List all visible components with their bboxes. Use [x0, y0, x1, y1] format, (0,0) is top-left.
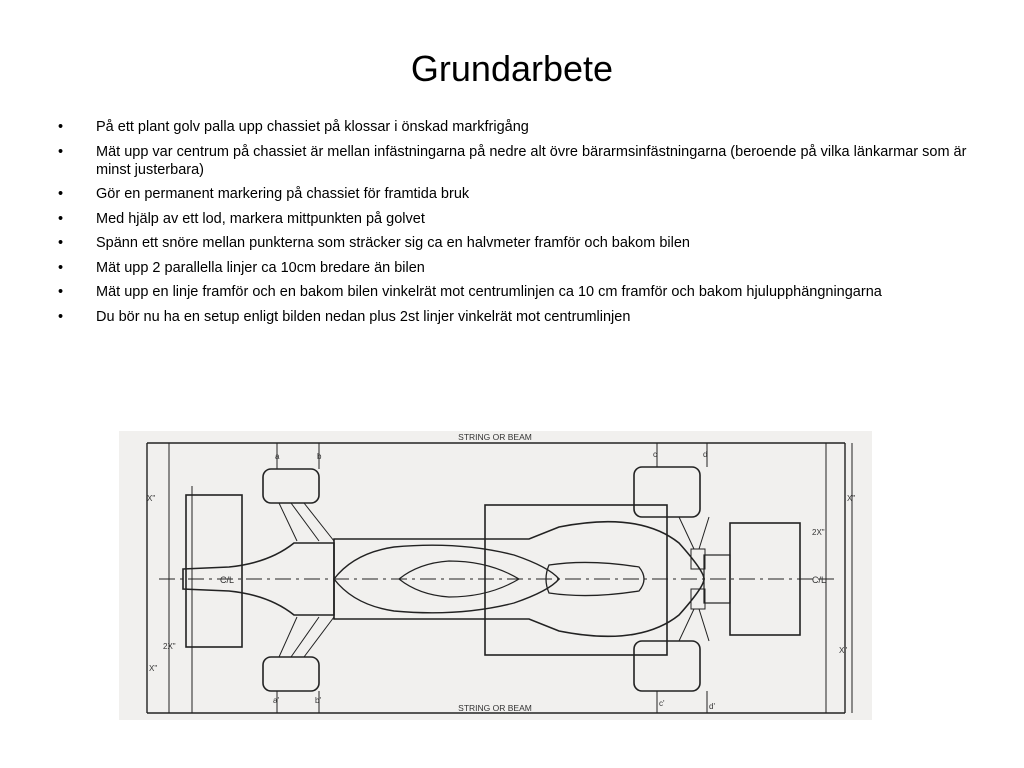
right-upper-x-label: X" — [847, 494, 856, 503]
bullet-item — [56, 283, 976, 301]
front-lower-suspension — [279, 617, 334, 657]
front-bottom-b-label: b' — [315, 696, 321, 705]
front-upper-suspension — [279, 503, 334, 541]
bullet-text: Du bör nu ha en setup enligt bilden nedan plus 2st linjer vinkelrät mot centrumlinjen — [96, 308, 631, 325]
front-wing — [186, 495, 242, 647]
centerline-label-left: C/L — [219, 575, 235, 585]
top-string-label: STRING OR BEAM — [458, 432, 532, 442]
bullet-text: Gör en permanent markering på chassiet för framtida bruk — [96, 186, 470, 202]
right-lower-x-label: X" — [839, 646, 848, 655]
bullet-text: Mät upp var centrum på chassiet är mellan infästningarna på nedre alt övre bärarmsinfästningarna (beroende på vilka länkarmar som är minst justerbara) — [96, 143, 967, 178]
diagram-drawing — [119, 431, 872, 720]
bullet-marker: • — [58, 259, 64, 276]
left-2x-label: 2X" — [163, 642, 176, 651]
rear-top-c-label: c — [653, 450, 657, 459]
bullet-item — [56, 234, 976, 252]
rear-bottom-d-label: d' — [709, 702, 715, 711]
bullet-marker: • — [58, 235, 64, 251]
bullet-marker: • — [58, 186, 64, 202]
front-top-a-label: a — [275, 452, 280, 461]
bullet-marker: • — [58, 308, 64, 325]
right-2x-label: 2X" — [812, 528, 825, 537]
slide-title: Grundarbete — [410, 48, 614, 89]
left-upper-x-label: X" — [147, 494, 156, 503]
rear-bottom-c-label: c' — [659, 699, 665, 708]
bullet-text: På ett plant golv palla upp chassiet på klossar i önskad markfrigång — [96, 119, 529, 135]
left-lower-x-label: X" — [149, 664, 158, 673]
bullet-text: Mät upp en linje framför och en bakom bilen vinkelrät mot centrumlinjen ca 10 cm framför och bakom hjulupphängningarna — [96, 284, 882, 300]
chassis-alignment-diagram — [119, 431, 872, 720]
front-top-b-label: b — [317, 452, 322, 461]
front-bottom-a-label: a' — [273, 696, 279, 705]
bullet-item — [56, 210, 976, 228]
bullet-marker: • — [58, 210, 64, 227]
bullet-list — [56, 118, 976, 332]
bullet-item — [56, 118, 976, 136]
bullet-item — [56, 308, 976, 326]
front-left-tire — [263, 469, 319, 503]
bullet-text: Spänn ett snöre mellan punkterna som sträcker sig ca en halvmeter framför och bakom bilen — [96, 235, 690, 251]
centerline-label-right: C/L — [811, 575, 827, 585]
bullet-marker: • — [58, 284, 64, 300]
bullet-item — [56, 185, 976, 203]
bullet-marker: • — [58, 143, 64, 160]
bullet-text: Mät upp 2 parallella linjer ca 10cm bredare än bilen — [96, 259, 425, 276]
bullet-item — [56, 143, 976, 179]
front-right-tire — [263, 657, 319, 691]
bottom-string-label: STRING OR BEAM — [458, 703, 532, 713]
bullet-text: Med hjälp av ett lod, markera mittpunkten på golvet — [96, 210, 425, 227]
bullet-marker: • — [58, 119, 64, 135]
bullet-item — [56, 259, 976, 277]
rear-top-d-label: d — [703, 450, 708, 459]
